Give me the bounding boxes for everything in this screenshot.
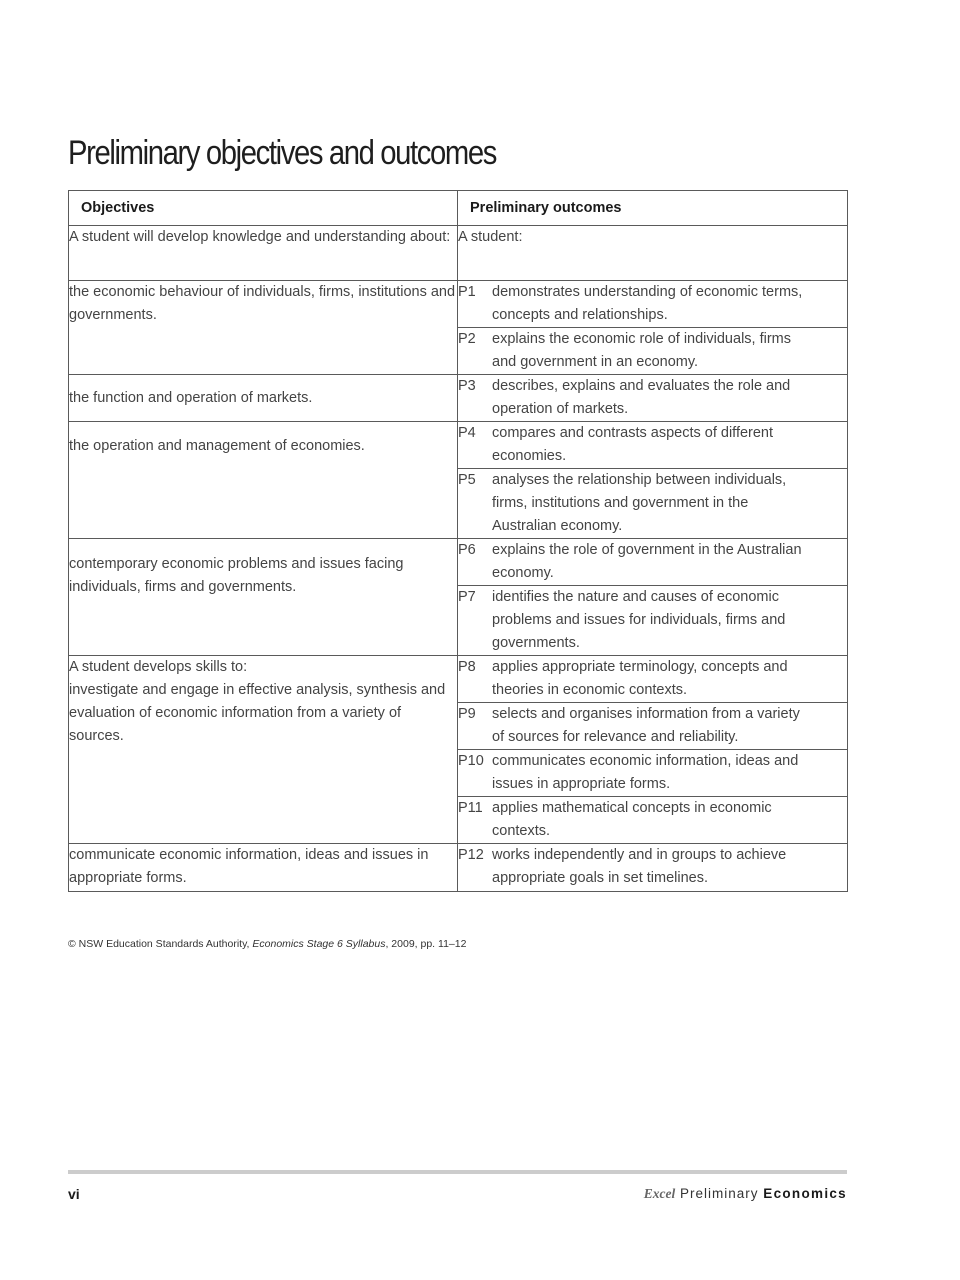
table-row (69, 422, 848, 469)
outcome-text: analyses the relationship between individuals, firms, institutions and government in the Australian economy. (492, 472, 787, 534)
table-row (69, 656, 848, 703)
outcome-cell (458, 469, 848, 539)
outcome-code: P6 (458, 542, 476, 558)
outcome-code: P12 (458, 847, 484, 863)
objective-cell: the economic behaviour of individuals, firms, institutions and governments. (69, 281, 458, 375)
outcome-text: explains the economic role of individuals, firms and government in an economy. (492, 331, 791, 370)
objectives-outcomes-table (68, 190, 848, 892)
table-header-row (69, 191, 848, 226)
outcome-code: P7 (458, 589, 476, 605)
outcome-cell (458, 703, 848, 750)
objective-cell (69, 656, 458, 844)
outcome-text: describes, explains and evaluates the role and operation of markets. (492, 378, 791, 417)
skills-heading: A student develops skills to: (69, 659, 248, 675)
footer-middle: Preliminary (679, 1186, 759, 1201)
footer-subject: Economics (763, 1186, 847, 1201)
outcome-cell (458, 281, 848, 328)
table-row (69, 281, 848, 328)
outcome-cell (458, 539, 848, 586)
outcome-text: demonstrates understanding of economic terms, concepts and relationships. (492, 284, 803, 323)
table-row (69, 375, 848, 422)
page-number: vi (68, 1186, 80, 1202)
skills-objective: investigate and engage in effective analysis, synthesis and evaluation of economic information from a variety of sources. (69, 682, 446, 744)
outcome-code: P11 (458, 800, 483, 816)
outcome-text: applies mathematical concepts in economic contexts. (492, 800, 772, 839)
source-citation (68, 938, 466, 950)
outcome-code: P4 (458, 425, 476, 441)
outcome-code: P10 (458, 753, 484, 769)
citation-suffix: , 2009, pp. 11–12 (385, 938, 467, 950)
outcome-cell (458, 797, 848, 844)
running-footer (644, 1186, 847, 1202)
table-row (69, 844, 848, 892)
table-row (69, 539, 848, 586)
objective-cell: contemporary economic problems and issues facing individuals, firms and governments. (69, 539, 458, 656)
outcome-code: P3 (458, 378, 476, 394)
outcome-code: P5 (458, 472, 476, 488)
outcome-text: communicates economic information, ideas and issues in appropriate forms. (492, 753, 799, 792)
outcomes-intro: A student: (458, 226, 848, 281)
outcome-text: selects and organises information from a variety of sources for relevance and reliability. (492, 706, 800, 745)
objective-cell: the operation and management of economies. (69, 422, 458, 539)
outcome-code: P9 (458, 706, 476, 722)
outcomes-header: Preliminary outcomes (458, 191, 848, 226)
outcome-code: P8 (458, 659, 476, 675)
outcome-cell (458, 844, 848, 892)
outcome-code: P1 (458, 284, 476, 300)
outcome-text: explains the role of government in the Australian economy. (492, 542, 802, 581)
objective-cell: the function and operation of markets. (69, 375, 458, 422)
outcome-cell (458, 656, 848, 703)
citation-work: Economics Stage 6 Syllabus (252, 938, 386, 950)
objective-cell: communicate economic information, ideas and issues in appropriate forms. (69, 844, 458, 892)
outcome-text: applies appropriate terminology, concepts and theories in economic contexts. (492, 659, 788, 698)
outcome-cell (458, 586, 848, 656)
citation-prefix: © NSW Education Standards Authority, (68, 938, 253, 950)
outcome-code: P2 (458, 331, 476, 347)
intro-row (69, 226, 848, 281)
outcome-cell (458, 422, 848, 469)
footer-brand: Excel (643, 1186, 676, 1201)
outcome-text: compares and contrasts aspects of different economies. (492, 425, 774, 464)
objectives-intro: A student will develop knowledge and understanding about: (69, 226, 458, 281)
objectives-header: Objectives (69, 191, 458, 226)
outcome-text: identifies the nature and causes of economic problems and issues for individuals, firms and governments. (492, 589, 786, 651)
outcome-cell (458, 750, 848, 797)
footer-rule (68, 1170, 847, 1174)
outcome-text: works independently and in groups to achieve appropriate goals in set timelines. (492, 847, 787, 886)
outcome-cell (458, 375, 848, 422)
outcome-cell (458, 328, 848, 375)
page-title: Preliminary objectives and outcomes (68, 134, 497, 172)
